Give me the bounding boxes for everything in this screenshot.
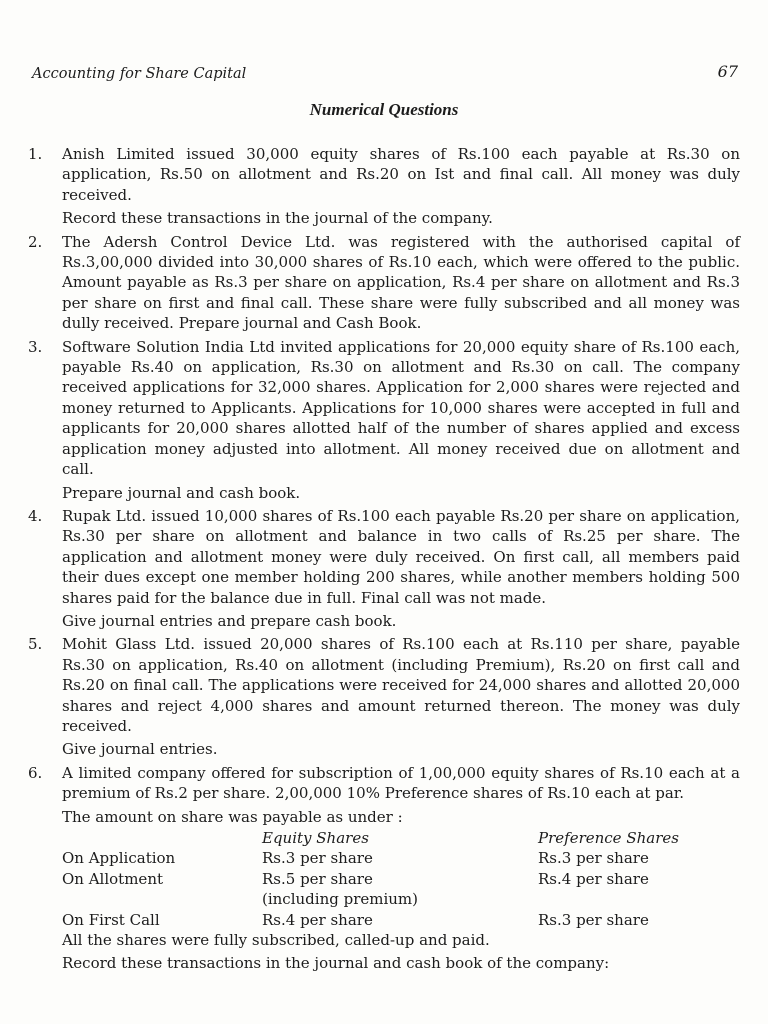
table-cell: Rs.3 per share [262,849,373,868]
table-row [62,910,702,930]
table-row [62,848,702,868]
question-text: Anish Limited issued 30,000 equity shares of Rs.100 each payable at Rs.30 on application, Rs.50 on allotment and Rs.20 on Ist and final call. All money was duly received. [62,145,740,204]
table-header-cell: Equity Shares [262,829,369,847]
table-cell: On First Call [62,910,160,929]
table-cell: (including premium) [262,890,419,909]
table-cell [538,889,702,909]
running-title: Accounting for Share Capital [32,66,247,82]
question-6 [28,763,740,974]
table-row [62,889,702,909]
question-intro: The amount on share was payable as under : [62,807,403,826]
question-number: 2. [28,232,43,251]
question-instruction: Prepare journal and cash book. [62,483,301,502]
question-instruction: Give journal entries and prepare cash book. [62,611,397,630]
section-title: Numerical Questions [309,100,459,119]
question-5 [28,634,740,759]
question-text: The Adersh Control Device Ltd. was registered with the authorised capital of Rs.3,00,000 divided into 30,000 shares of Rs.10 each, which were offered to the public. Amount payable as Rs.3 per share on application, Rs.4 per share on allotment and Rs.3 per share on first and final call. These share were fully subscribed and all money was dully received. Prepare journal and Cash Book. [62,232,740,333]
table-cell: Rs.4 per share [262,910,373,929]
question-number: 5. [28,635,43,654]
question-instruction: Give journal entries. [62,740,218,759]
table-cell: Rs.3 per share [538,910,649,929]
question-number: 6. [28,763,43,782]
table-cell: On Allotment [62,869,164,888]
question-text: Rupak Ltd. issued 10,000 shares of Rs.100 each payable Rs.20 per share on application, Rs.30 per share on allotment and balance in two calls of Rs.25 per share. The application and allotment money were duly received. On first call, all members paid their dues except one member holding 200 shares, while another members holding 500 shares paid for the balance due in full. Final call was not made. [62,506,740,607]
table-row [62,869,702,889]
table-header-row [62,828,702,848]
question-text: A limited company offered for subscription of 1,00,000 equity shares of Rs.10 each at a premium of Rs.2 per share. 2,00,000 10% Preference shares of Rs.10 each at par. [62,763,740,803]
page-number: 67 [717,62,738,81]
question-3 [28,337,740,503]
question-4 [28,506,740,631]
question-2 [28,232,740,334]
question-number: 1. [28,145,43,163]
table-cell: Rs.4 per share [538,869,649,888]
question-number: 4. [28,506,43,525]
question-text: Mohit Glass Ltd. issued 20,000 shares of Rs.100 each at Rs.110 per share, payable Rs.30 on application, Rs.40 on allotment (including Premium), Rs.20 on first call and Rs.20 on final call. The applications were received for 24,000 shares and allotted 20,000 shares and reject 4,000 shares and amount returned thereon. The money was duly received. [62,635,740,735]
question-instruction: Record these transactions in the journal of the company. [62,209,493,228]
table-cell: Rs.5 per share [262,869,373,888]
payment-schedule-table [62,828,702,930]
table-header-cell: Preference Shares [538,829,679,847]
question-text: Software Solution India Ltd invited applications for 20,000 equity share of Rs.100 each, payable Rs.40 on application, Rs.30 on allotment and Rs.30 on call. The company received applications for 32,000 shares. Application for 2,000 shares were rejected and money returned to Applicants. Applications for 10,000 shares were accepted in full and applicants for 20,000 shares allotted half of the number of shares applied and excess application money adjusted into allotment. All money received due on allotment and call. [62,337,740,479]
question-1 [28,144,740,229]
question-instruction: Record these transactions in the journal and cash book of the company: [62,954,610,973]
table-cell: Rs.3 per share [538,849,649,868]
question-list [28,144,740,977]
question-note: All the shares were fully subscribed, called-up and paid. [62,931,490,950]
table-header-cell [62,828,262,848]
question-number: 3. [28,337,43,356]
table-cell: On Application [62,849,176,868]
table-cell [62,889,262,909]
